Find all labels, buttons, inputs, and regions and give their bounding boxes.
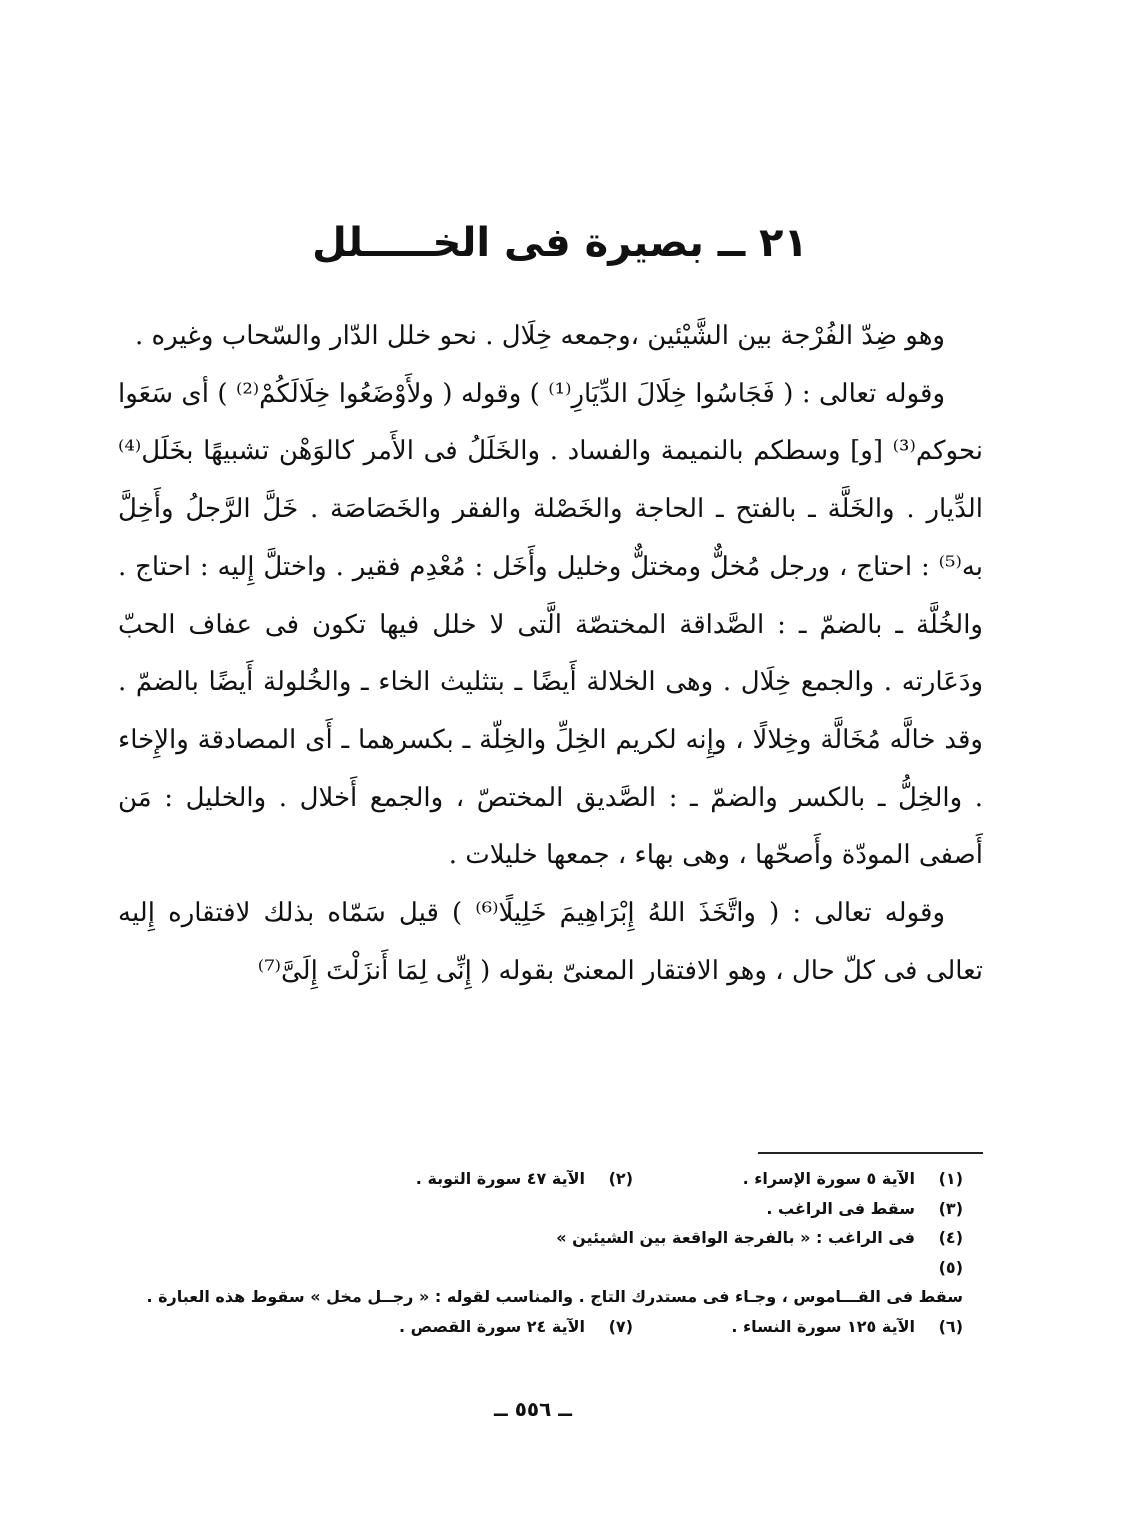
footnote-number: (٤) [938,1228,963,1247]
footnote-number: (٧) [608,1316,633,1336]
footnote-text: الآية ١٢٥ سورة النساء . [731,1316,915,1336]
chapter-title: ٢١ ــ بصيرة فى الخـــــلل [312,220,808,266]
footnote-3 [118,1194,983,1224]
page-number: ــ ٥٥٦ ــ [494,1397,572,1421]
footnote-number: (٢) [608,1169,633,1188]
footnotes [118,1164,983,1341]
footnote-text: الآية ٢٤ سورة القصص . [398,1316,585,1336]
footnote-number: (١) [938,1169,963,1188]
paragraph-3: وقوله تعالى : ( واتَّخَذَ اللهُ إِبْرَاهِيمَ خَلِيلًا⁽⁶⁾ ) قيل سَمّاه بذلك لافتقاره إِليه تعالى فى كلّ حال ، وهو الافتقار المعنىّ بقوله ( إِنِّى لِمَا أَنزَلْتَ إِلَىَّ⁽⁷⁾ [118,898,983,986]
footnote-1 [653,1164,983,1194]
footnote-text: فى الراغب : « بالفرجة الواقعة بين الشيئين » [556,1228,915,1247]
footnote-6 [653,1312,983,1342]
footnote-separator [758,1152,983,1154]
footnote-text: الآية ٤٧ سورة التوبة . [415,1169,585,1188]
footnote-row-1 [118,1164,983,1194]
footnote-number: (٣) [938,1198,963,1218]
footnote-2 [323,1164,653,1194]
footnote-5-text: سقط فى القـــاموس ، وجـاء فى مستدرك التاج . والمناسب لقوله : « رجــل مخل » سقوط هذه العبارة . [146,1287,963,1306]
footnote-row-6 [118,1312,983,1342]
footnote-text: الآية ٥ سورة الإسراء . [742,1169,915,1188]
footnote-5 [118,1253,983,1283]
paragraph-1: وهو ضِدّ الفُرْجة بين الشَّيْئين ،وجمعه خِلَال . نحو خلل الدّار والسّحاب وغيره . [134,321,945,351]
footnote-text: سقط فى الراغب . [766,1198,915,1218]
footnote-number: (٦) [938,1316,963,1336]
main-text [118,308,983,1000]
footnote-4 [118,1223,983,1253]
paragraph-2: وقوله تعالى : ( فَجَاسُوا خِلَالَ الدِّيَارِ⁽¹⁾ ) وقوله ( ولأَوْضَعُوا خِلَالَكُمْ⁽²⁾ ) أى سَعَوا نحوكم⁽³⁾ [و] وسطكم بالنميمة والفساد . والخَلَلُ فى الأَمر كالوَهْن تشبيهًا بخَلَل⁽⁴⁾ الدِّيار . والخَلَّة ـ بالفتح ـ الحاجة والخَصْلة والفقر والخَصَاصَة . خَلَّ الرَّجلُ وأَخِلَّ به⁽⁵⁾ : احتاج ، ورجل مُخلٌّ ومختلٌّ وخليل وأَخَل : مُعْدِم فقير . واختلَّ إِليه : احتاج . والخُلَّة ـ بالضمّ ـ : الصَّداقة المختصّة الَّتى لا خلل فيها تكون فى عفاف الحبّ ودَعَارته . والجمع خِلَال . وهى الخلالة أَيضًا ـ بتثليث الخاء ـ والخُلولة أَيضًا بالضمّ . وقد خالَّه مُخَالَّة وخِلالًا ، وإِنه لكريم الخِلِّ والخِلّة ـ بكسرهما ـ أَى المصادقة والإِخاء . والخِلُّ ـ بالكسر والضمّ ـ : الصَّديق المختصّ ، والجمع أَخلال . والخليل : مَن أَصفى المودّة وأَصحّها ، وهى بهاء ، جمعها خليلات . [118,378,983,871]
footnote-7 [323,1312,653,1342]
footnote-number: (٥) [938,1257,963,1277]
